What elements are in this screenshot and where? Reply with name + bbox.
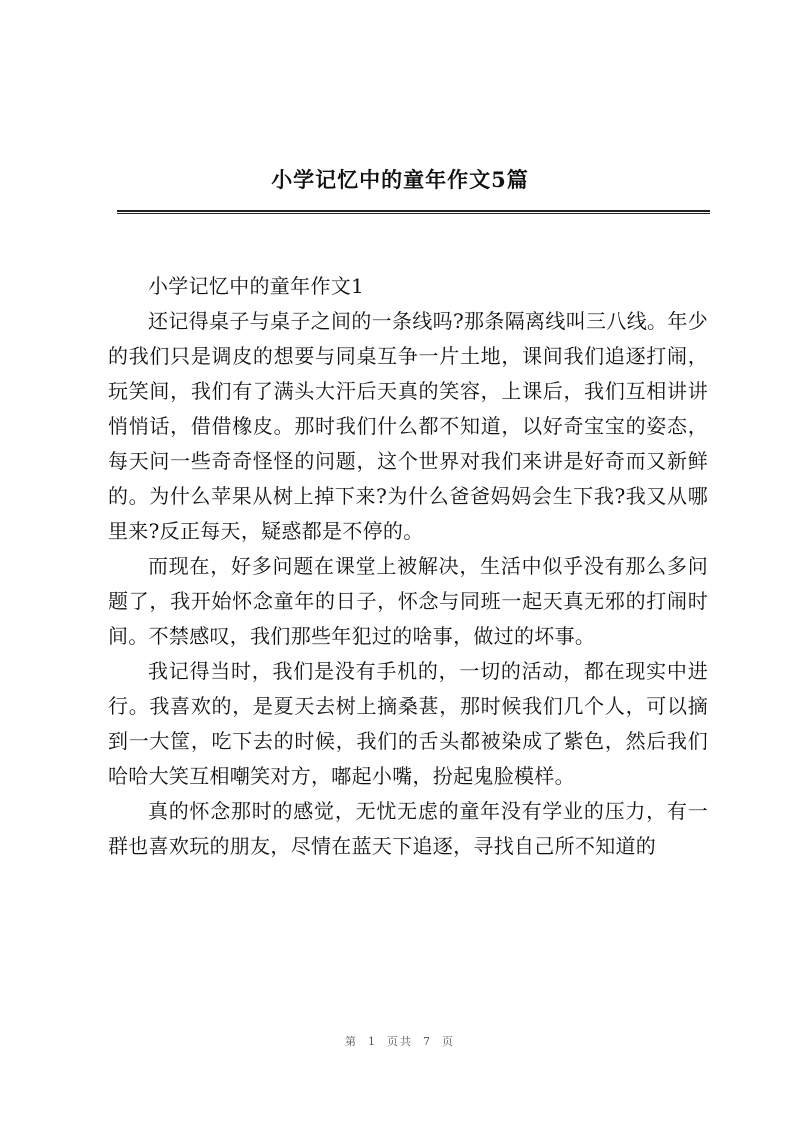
paragraph-4: 真的怀念那时的感觉，无忧无虑的童年没有学业的压力，有一群也喜欢玩的朋友，尽情在蓝天下追逐，寻找自己所不知道的 bbox=[108, 799, 708, 858]
footer-page-total: 7 bbox=[423, 1035, 432, 1048]
title-divider bbox=[117, 210, 710, 214]
paragraph-2: 而现在，好多问题在课堂上被解决，生活中似乎没有那么多问题了，我开始怀念童年的日子，怀念与同班一起天真无邪的打闹时间。不禁感叹，我们那些年犯过的啥事，做过的坏事。 bbox=[108, 554, 708, 648]
page-footer bbox=[0, 1033, 800, 1049]
footer-page-prefix: 第 bbox=[345, 1035, 358, 1048]
document-title: 小学记忆中的童年作文5篇 bbox=[271, 167, 529, 192]
document-body bbox=[108, 269, 708, 864]
paragraph-1: 还记得桌子与桌子之间的一条线吗?那条隔离线叫三八线。年少的我们只是调皮的想要与同桌互争一片土地，课间我们追逐打闹，玩笑间，我们有了满头大汗后天真的笑容，上课后，我们互相讲讲悄悄话，借借橡皮。那时我们什么都不知道，以好奇宝宝的姿态，每天问一些奇奇怪怪的问题，这个世界对我们来讲是好奇而又新鲜的。为什么苹果从树上掉下来?为什么爸爸妈妈会生下我?我又从哪里来?反正每天，疑惑都是不停的。 bbox=[108, 309, 708, 543]
footer-page-suffix: 页 bbox=[442, 1035, 455, 1048]
section-heading: 小学记忆中的童年作文1 bbox=[148, 274, 365, 298]
footer-page-number: 1 bbox=[368, 1035, 377, 1048]
paragraph-3: 我记得当时，我们是没有手机的，一切的活动，都在现实中进行。我喜欢的，是夏天去树上摘桑葚，那时候我们几个人，可以摘到一大筐，吃下去的时候，我们的舌头都被染成了紫色，然后我们哈哈大笑互相嘲笑对方，嘟起小嘴，扮起鬼脸模样。 bbox=[108, 659, 708, 788]
footer-page-middle: 页共 bbox=[387, 1035, 413, 1048]
